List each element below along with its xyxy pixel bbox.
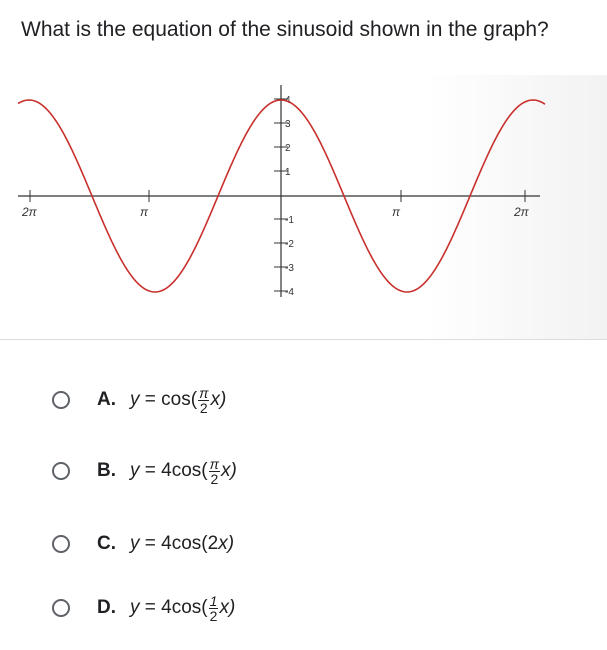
option-b-letter: B.: [97, 460, 116, 481]
option-c-equation: y = 4cos(2 x): [130, 533, 235, 554]
option-a-equation: y = cos( $\frac{\pi}{2}$ x): [130, 384, 227, 416]
option-c[interactable]: [52, 527, 234, 561]
option-c-letter: C.: [97, 533, 116, 554]
question-text: What is the equation of the sinusoid shown in the graph?: [21, 18, 549, 41]
y-label-3: 3: [285, 119, 291, 130]
option-d-letter: D.: [97, 597, 116, 618]
option-a[interactable]: [52, 383, 226, 417]
y-label-neg4: -4: [285, 287, 294, 298]
x-label-neg-pi: π: [140, 205, 149, 219]
option-b-radio[interactable]: [52, 462, 70, 480]
option-c-radio[interactable]: [52, 535, 70, 553]
y-label-neg3: -3: [285, 263, 294, 274]
x-label-2pi: 2π: [514, 205, 529, 219]
x-label-pi: π: [392, 205, 401, 219]
y-label-2: 2: [285, 143, 291, 154]
option-a-radio[interactable]: [52, 391, 70, 409]
x-label-neg-2pi: 2π: [22, 205, 37, 219]
y-label-4: 4: [285, 95, 291, 106]
option-d-equation: y = 4cos( $\frac{1}{2}$ x): [130, 592, 236, 624]
option-b[interactable]: [52, 454, 237, 488]
option-b-equation: y = 4cos( $\frac{\pi}{2}$ x): [130, 455, 237, 487]
y-label-neg2: -2: [285, 239, 294, 250]
graph-svg: [0, 75, 607, 340]
option-a-letter: A.: [97, 389, 116, 410]
y-label-neg1: -1: [285, 215, 294, 226]
y-label-1: 1: [285, 167, 291, 178]
sinusoid-graph: [0, 75, 607, 340]
section-divider: [0, 339, 607, 340]
option-d[interactable]: [52, 591, 235, 625]
option-d-radio[interactable]: [52, 599, 70, 617]
